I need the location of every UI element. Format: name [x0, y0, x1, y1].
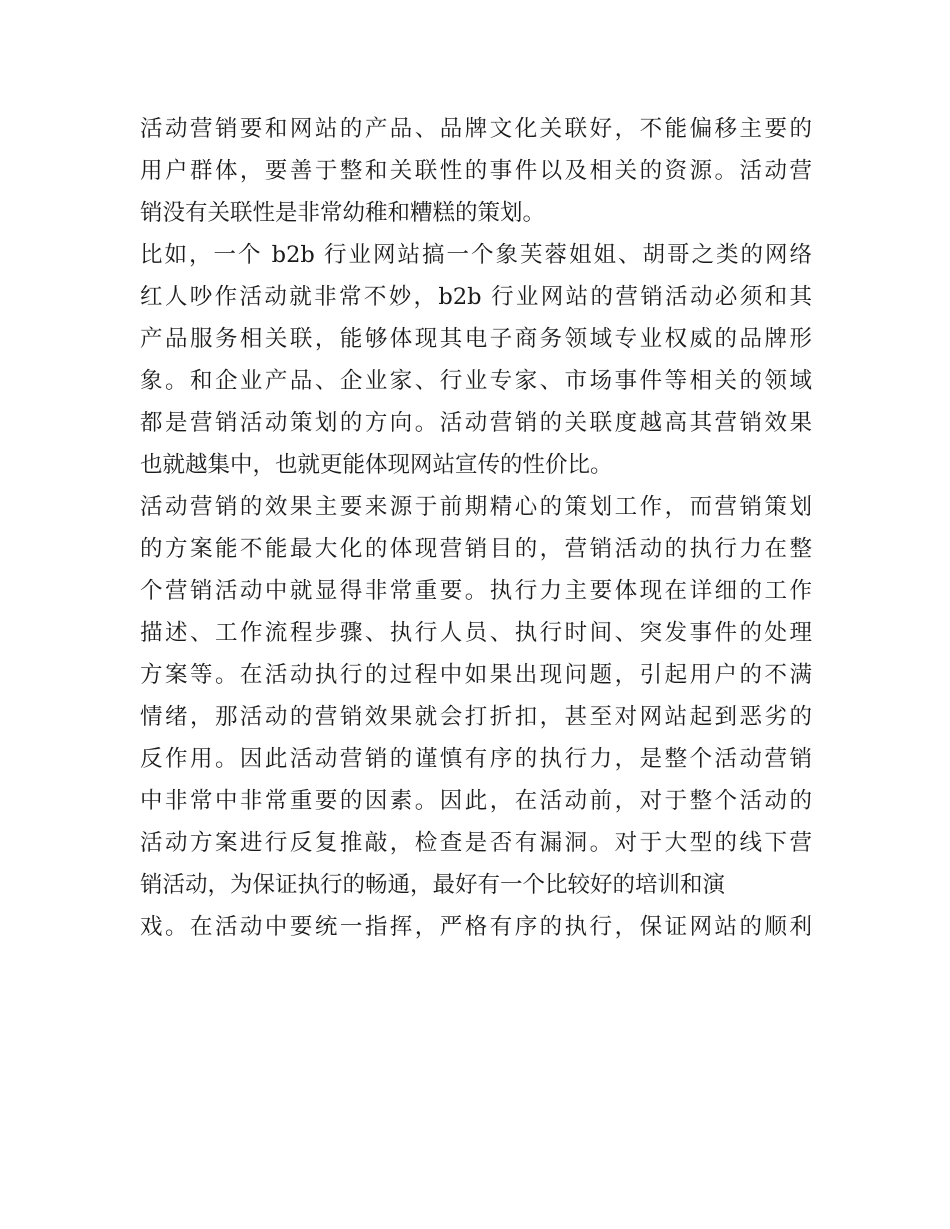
text-line: 活动方案进行反复推敲，检查是否有漏洞。对于大型的线下营 — [140, 830, 812, 856]
text-line: 中非常中非常重要的因素。因此，在活动前，对于整个活动的 — [140, 788, 812, 814]
text-line: 活动营销要和网站的产品、品牌文化关联好，不能偏移主要的 — [140, 116, 812, 142]
text-line: 产品服务相关联，能够体现其电子商务领域专业权威的品牌形 — [140, 326, 812, 352]
text-line: 的方案能不能最大化的体现营销目的，营销活动的执行力在整 — [140, 536, 812, 562]
text-line: 反作用。因此活动营销的谨慎有序的执行力，是整个活动营销 — [140, 746, 812, 772]
text-line: 销活动，为保证执行的畅通，最好有一个比较好的培训和演 — [140, 872, 726, 898]
text-line: 个营销活动中就显得非常重要。执行力主要体现在详细的工作 — [140, 578, 812, 604]
body-text — [140, 108, 812, 948]
text-line: 描述、工作流程步骤、执行人员、执行时间、突发事件的处理 — [140, 620, 812, 646]
text-line: 都是营销活动策划的方向。活动营销的关联度越高其营销效果 — [140, 410, 812, 436]
paragraph-relevance — [140, 108, 812, 234]
text-line: 用户群体，要善于整和关联性的事件以及相关的资源。活动营 — [140, 158, 812, 184]
text-line: 红人吵作活动就非常不妙，b2b 行业网站的营销活动必须和其 — [140, 284, 812, 310]
text-line: 活动营销的效果主要来源于前期精心的策划工作，而营销策划 — [140, 494, 812, 520]
text-line: 方案等。在活动执行的过程中如果出现问题，引起用户的不满 — [140, 662, 812, 688]
paragraph-execution — [140, 486, 812, 948]
text-line: 象。和企业产品、企业家、行业专家、市场事件等相关的领域 — [140, 368, 812, 394]
text-line: 情绪，那活动的营销效果就会打折扣，甚至对网站起到恶劣的 — [140, 704, 812, 730]
paragraph-example — [140, 234, 812, 486]
text-line: 比如，一个 b2b 行业网站搞一个象芙蓉姐姐、胡哥之类的网络 — [140, 242, 812, 268]
text-line: 戏。在活动中要统一指挥，严格有序的执行，保证网站的顺利 — [140, 914, 812, 940]
text-line: 也就越集中，也就更能体现网站宣传的性价比。 — [140, 452, 613, 478]
text-line: 销没有关联性是非常幼稚和糟糕的策划。 — [140, 200, 546, 226]
